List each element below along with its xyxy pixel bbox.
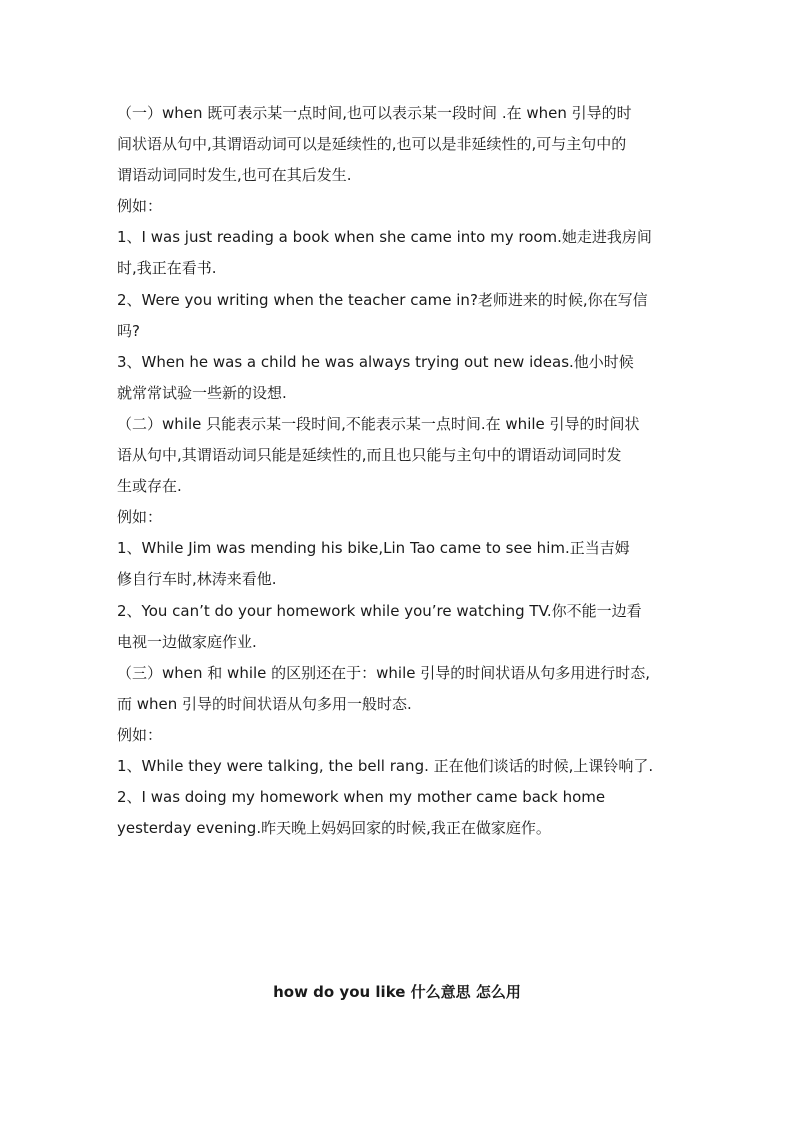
section-heading: how do you like 什么意思 怎么用 — [273, 983, 521, 1001]
text-line: （一）when 既可表示某一点时间,也可以表示某一段时间 .在 when 引导的时 — [117, 104, 632, 122]
text-line: 谓语动词同时发生,也可在其后发生. — [117, 166, 352, 185]
text-line: （三）when 和 while 的区别还在于：while 引导的时间状语从句多用进行时态, — [117, 663, 651, 682]
text-line: 3、When he was a child he was always trying out new ideas.他小时候 — [117, 352, 634, 371]
text-line: yesterday evening.昨天晚上妈妈回家的时候,我正在做家庭作。 — [117, 819, 551, 838]
text-line: 例如： — [117, 508, 163, 527]
text-line: （二）while 只能表示某一段时间,不能表示某一点时间.在 while 引导的时间状 — [117, 414, 640, 433]
text-line: 2、I was doing my homework when my mother came back home — [117, 788, 606, 807]
text-line: 例如： — [117, 197, 163, 216]
text-line: 时,我正在看书. — [117, 259, 217, 278]
text-line: 生或存在. — [117, 477, 182, 496]
text-line: 而 when 引导的时间状语从句多用一般时态. — [117, 694, 412, 713]
text-line: 1、While they were talking, the bell rang. 正在他们谈话的时候,上课铃响了. — [117, 756, 654, 775]
text-line: 语从句中,其谓语动词只能是延续性的,而且也只能与主句中的谓语动词同时发 — [117, 446, 622, 465]
text-line: 例如： — [117, 725, 163, 744]
text-line: 就常常试验一些新的设想. — [117, 383, 287, 402]
text-line: 间状语从句中,其谓语动词可以是延续性的,也可以是非延续性的,可与主句中的 — [117, 135, 627, 154]
document-body — [117, 98, 687, 844]
text-line: 修自行车时,林涛来看他. — [117, 570, 277, 589]
text-line: 1、I was just reading a book when she came into my room.她走进我房间 — [117, 228, 652, 247]
text-line: 电视一边做家庭作业. — [117, 632, 257, 651]
text-line: 吗? — [117, 321, 140, 340]
text-line: 1、While Jim was mending his bike,Lin Tao came to see him.正当吉姆 — [117, 539, 630, 558]
text-line: 2、Were you writing when the teacher came in?老师进来的时候,你在写信 — [117, 290, 648, 309]
text-line: 2、You can’t do your homework while you’re watching TV.你不能一边看 — [117, 601, 642, 620]
